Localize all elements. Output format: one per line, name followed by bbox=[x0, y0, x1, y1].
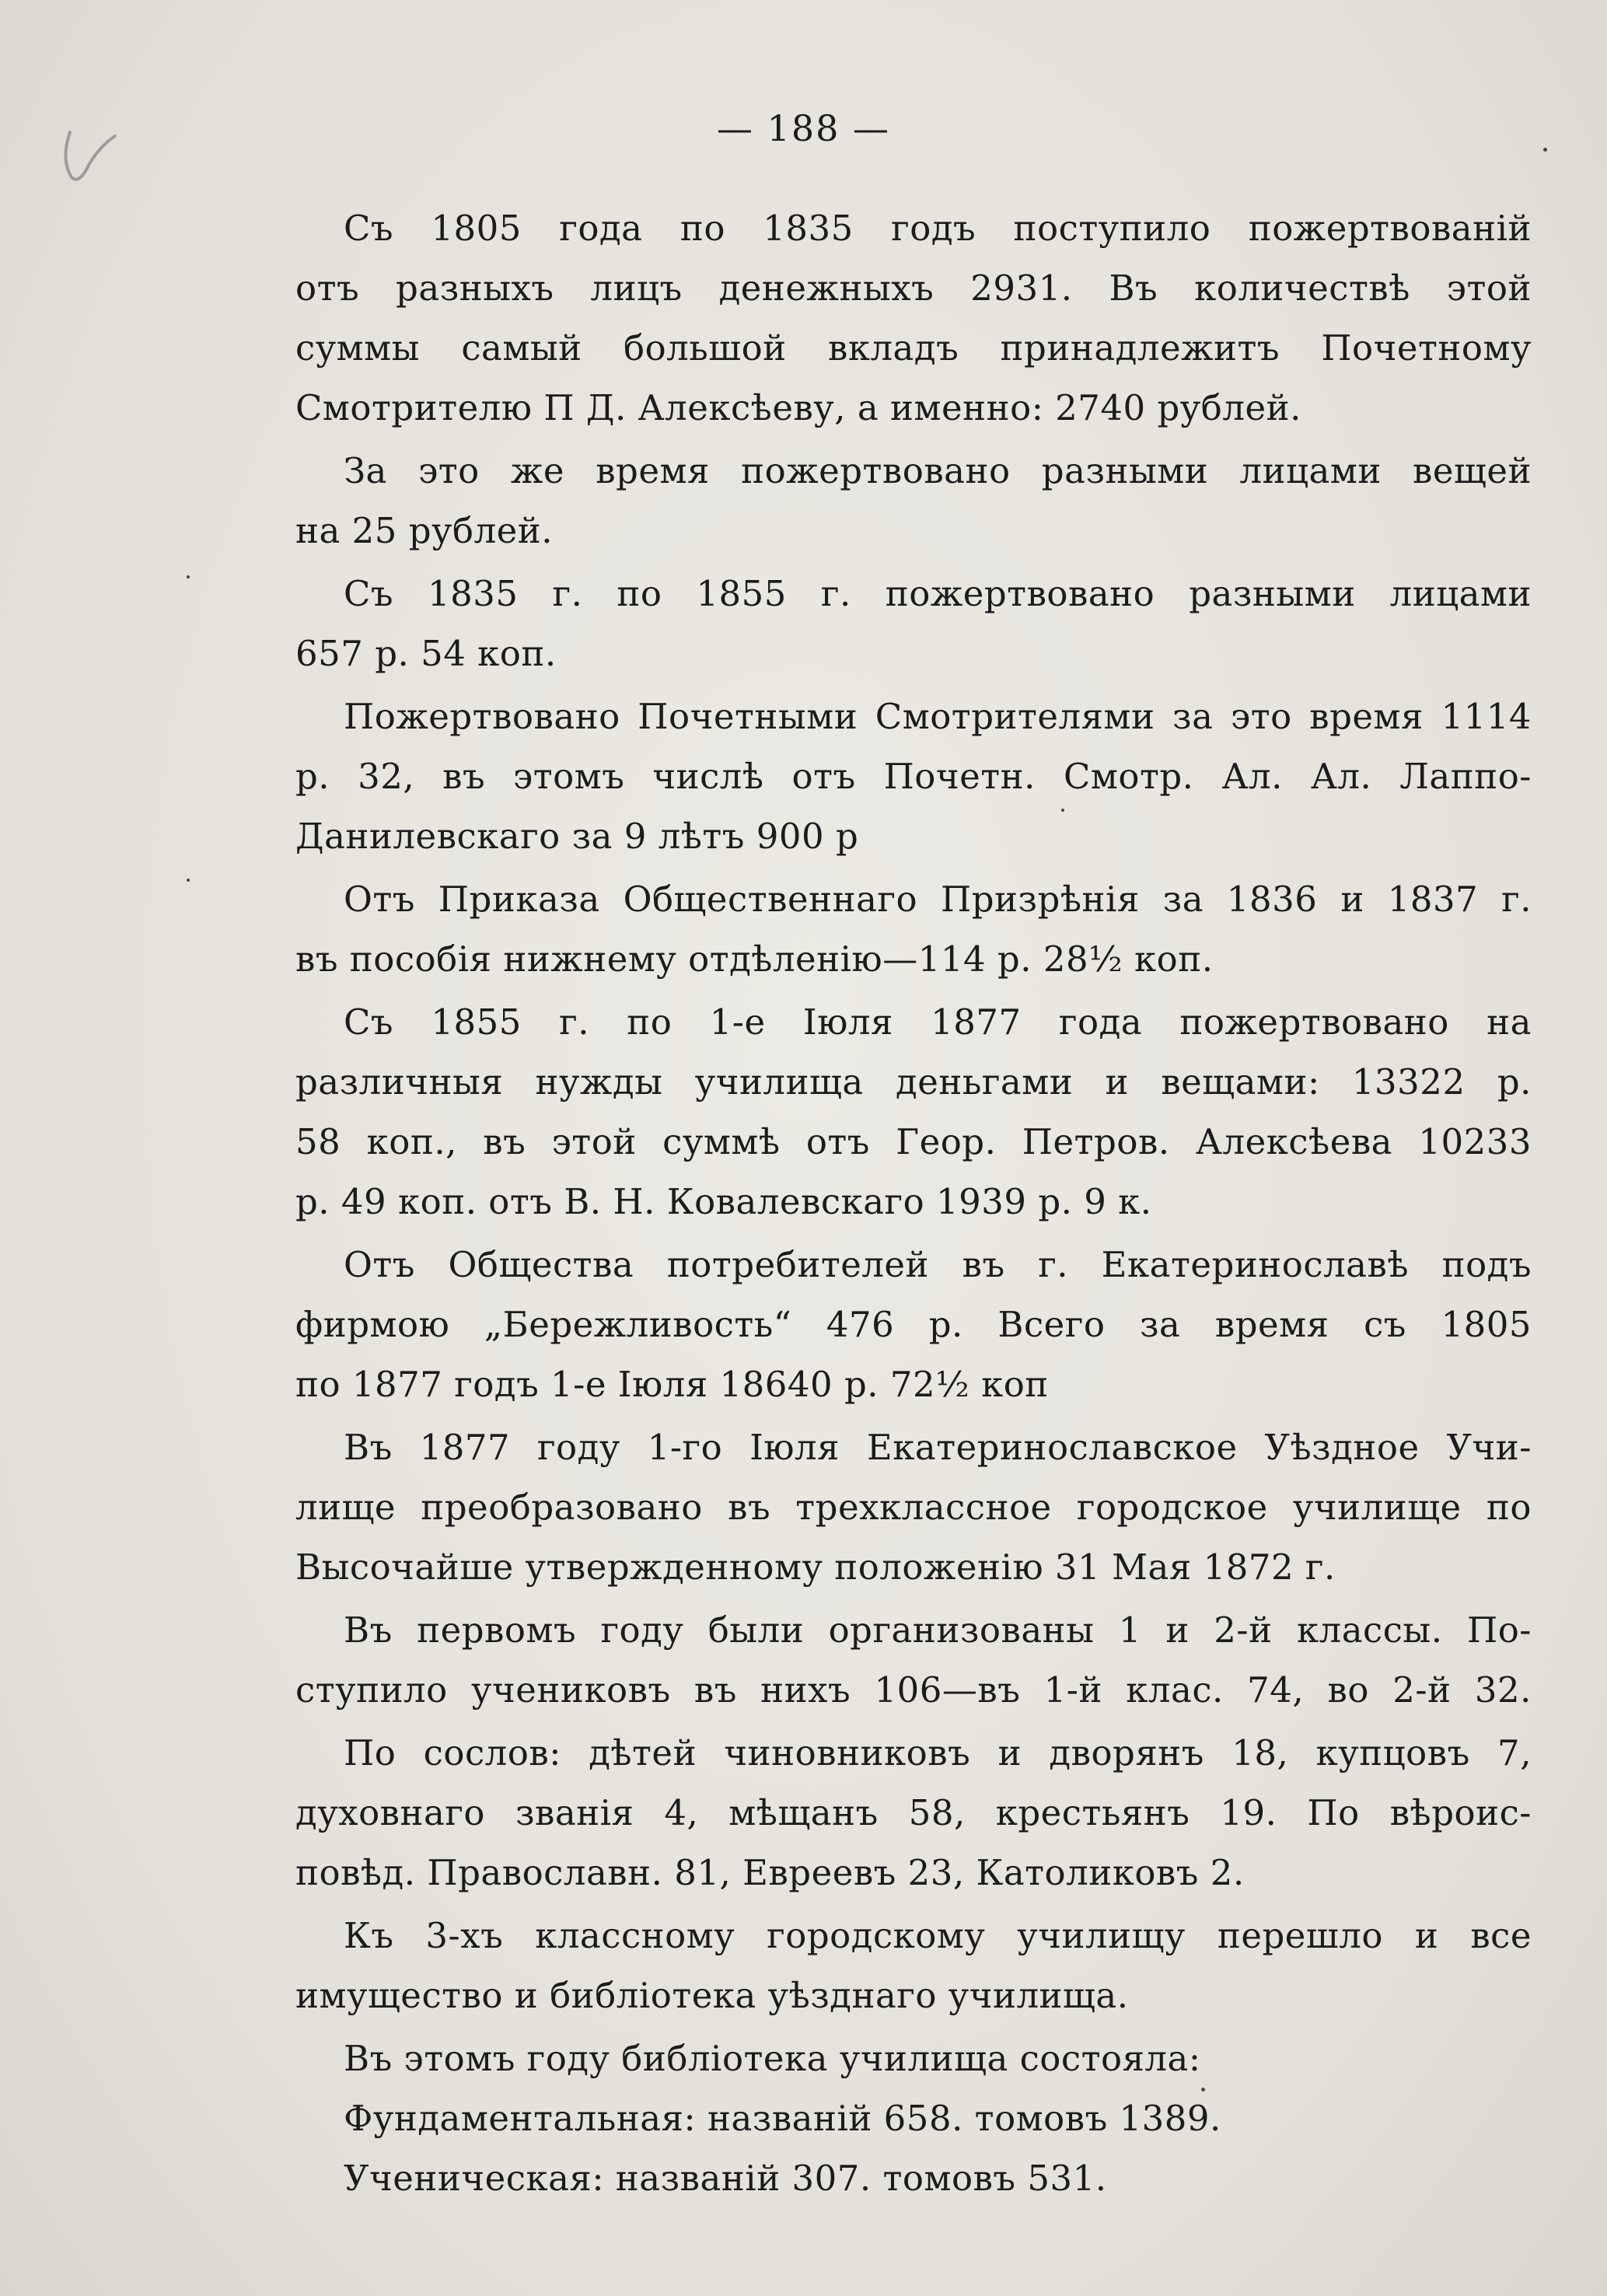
text-line: на 25 рублей. bbox=[295, 510, 554, 551]
text-line: Смотрителю П Д. Алексѣеву, а именно: 2740 рублей. bbox=[295, 387, 1301, 428]
text-line: р. 49 коп. отъ В. Н. Ковалевскаго 1939 р. 9 к. bbox=[295, 1181, 1152, 1222]
text-line: духовнаго званія 4, мѣщанъ 58, крестьянъ 19. По вѣроис- bbox=[295, 1792, 1532, 1833]
text-line: Съ 1835 г. по 1855 г. пожертвовано разными лицами bbox=[344, 573, 1532, 614]
text-line: Данилевскаго за 9 лѣтъ 900 р bbox=[295, 816, 859, 857]
text-line: Съ 1855 г. по 1-е Іюля 1877 года пожертвовано на bbox=[344, 1001, 1532, 1043]
text-line: р. 32, въ этомъ числѣ отъ Почетн. Смотр. Ал. Ал. Лаппо- bbox=[295, 756, 1532, 797]
text-line: Съ 1805 года по 1835 годъ поступило пожертвованій bbox=[344, 208, 1532, 249]
text-line: 58 коп., въ этой суммѣ отъ Геор. Петров. Алексѣева 10233 bbox=[295, 1121, 1532, 1162]
text-line: Отъ Приказа Общественнаго Призрѣнія за 1836 и 1837 г. bbox=[344, 879, 1532, 920]
text-line: Высочайше утвержденному положенію 31 Мая 1872 г. bbox=[295, 1546, 1336, 1588]
text-line: Въ этомъ году библіотека училища состояла: bbox=[344, 2038, 1201, 2079]
paper-speck bbox=[187, 879, 190, 882]
text-line: лище преобразовано въ трехклассное городское училище по bbox=[295, 1487, 1532, 1528]
paper-speck bbox=[1061, 809, 1064, 812]
page-number: — 188 — bbox=[716, 107, 891, 149]
text-line: въ пособія нижнему отдѣленію—114 р. 28½ коп. bbox=[295, 938, 1214, 980]
text-line: имущество и библіотека уѣзднаго училища. bbox=[295, 1975, 1129, 2016]
text-line: ступило учениковъ въ нихъ 106—въ 1-й клас. 74, во 2-й 32. bbox=[295, 1669, 1532, 1711]
text-line: фирмою „Бережливость“ 476 р. Всего за время съ 1805 bbox=[295, 1304, 1532, 1345]
text-line: Въ первомъ году были организованы 1 и 2-й классы. По- bbox=[344, 1609, 1532, 1651]
text-line: Ученическая: названій 307. томовъ 531. bbox=[344, 2158, 1107, 2199]
text-line: по 1877 годъ 1-е Іюля 18640 р. 72½ коп bbox=[295, 1364, 1049, 1405]
text-line: Къ 3-хъ классному городскому училищу перешло и все bbox=[344, 1915, 1532, 1956]
body-text bbox=[295, 198, 1532, 2208]
text-line: По сослов: дѣтей чиновниковъ и дворянъ 18, купцовъ 7, bbox=[344, 1732, 1532, 1774]
text-line: различныя нужды училища деньгами и вещами: 13322 р. bbox=[295, 1061, 1532, 1103]
text-line: За это же время пожертвовано разными лицами вещей bbox=[344, 450, 1532, 491]
text-line: Пожертвовано Почетными Смотрителями за это время 1114 bbox=[344, 696, 1532, 737]
text-line: повѣд. Православн. 81, Евреевъ 23, Католиковъ 2. bbox=[295, 1852, 1245, 1893]
text-line: отъ разныхъ лицъ денежныхъ 2931. Въ количествѣ этой bbox=[295, 267, 1532, 309]
text-line: Отъ Общества потребителей въ г. Екатеринославѣ подъ bbox=[344, 1244, 1532, 1285]
text-line: суммы самый большой вкладъ принадлежитъ Почетному bbox=[295, 327, 1532, 369]
text-line: 657 р. 54 коп. bbox=[295, 633, 557, 674]
text-line: Въ 1877 году 1-го Іюля Екатеринославское Уѣздное Учи- bbox=[344, 1427, 1532, 1468]
paper-speck bbox=[1543, 148, 1547, 152]
paper-speck bbox=[1201, 2088, 1205, 2092]
text-line: Фундаментальная: названій 658. томовъ 1389. bbox=[344, 2098, 1221, 2139]
paper-speck bbox=[187, 575, 190, 578]
